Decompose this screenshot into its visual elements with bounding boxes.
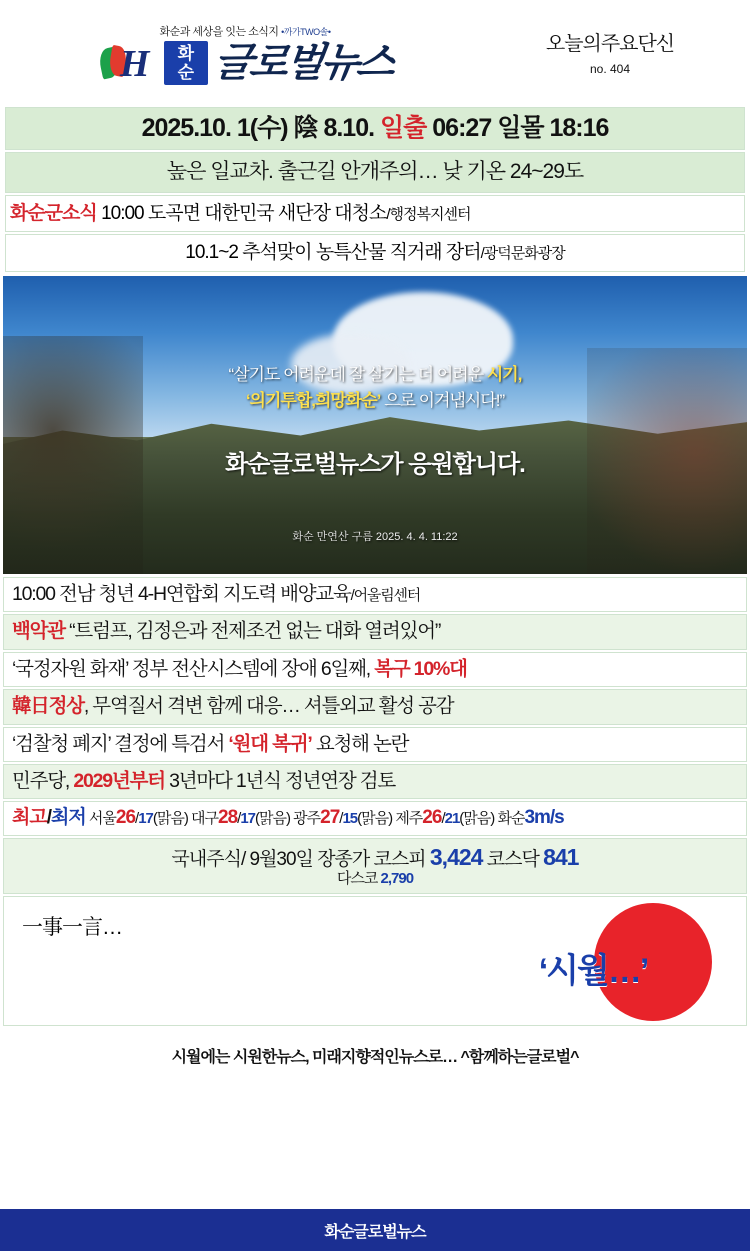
news-2-source: 백악관 (12, 620, 65, 643)
masthead-logo-group (10, 23, 480, 86)
weather-city-2-sky: (맑음) (255, 810, 290, 828)
news-5-text-a: ‘검찰청 폐지’ 결정에 특검서 (12, 732, 229, 755)
hwasun-logo-box (164, 41, 208, 85)
local-news-2-place: /광덕문화광장 (480, 245, 565, 263)
bottom-tagline: 시월에는 시원한뉴스, 미래지향적인뉴스로… ^함께하는글로벌^ (171, 1048, 579, 1066)
local-news-place: /행정복지센터 (386, 205, 471, 223)
news-4-text: , 무역질서 격변 함께 대응… 셔틀외교 활성 공감 (83, 695, 454, 718)
masthead-header (0, 0, 750, 105)
photo-caption: 화순 만연산 구름 2025. 4. 4. 11:22 (292, 531, 458, 543)
dasco-label: 다스코 (336, 869, 378, 887)
kosdaq-label: 코스닥 (486, 849, 539, 871)
hero-photo (3, 276, 747, 574)
news-item-6 (3, 764, 747, 799)
news-item-4 (3, 689, 747, 724)
weather-city-4-high: 26 (422, 807, 442, 829)
local-news-title: 도곡면 대한민국 새단장 대청소 (147, 202, 387, 224)
masthead-tagline-blue: •까가TWO솔• (281, 27, 331, 37)
local-news-time: 10:00 (101, 202, 144, 224)
weather-city-3-low: 15 (342, 810, 358, 828)
weather-city-3: 광주 (293, 810, 321, 828)
kospi-label: 코스피 (373, 849, 426, 871)
photo-quote-line1-highlight: 시기, (486, 365, 522, 384)
masthead-row (98, 40, 396, 86)
weather-low-label: 최저 (51, 807, 86, 829)
solar-date: 2025.10. 1(수) (141, 114, 288, 142)
news-5-text-b: 요청해 논란 (311, 732, 409, 755)
photo-support-text: 화순글로벌뉴스가 응원합니다. (225, 451, 525, 478)
weather-city-2-high: 28 (218, 807, 238, 829)
news-2-text: “트럼프, 김정은과 전제조건 없는 대화 열려있어” (64, 620, 441, 643)
brand-emblem-icon: H (98, 40, 158, 86)
wind-city: 화순 (497, 810, 525, 828)
weather-city-3-high: 27 (320, 807, 340, 829)
news-6-highlight: 2029년부터 (73, 769, 165, 792)
stock-prefix: 국내주식/ 9월30일 장종가 (171, 849, 370, 871)
hwasun-logo-line1: 화 (177, 44, 195, 63)
quote-word: ‘시월…’ (538, 951, 648, 990)
news-4-source: 韓日정상 (12, 695, 84, 718)
news-5-highlight: ‘원대 복귀’ (228, 732, 312, 755)
sunset-label: 일몰 (497, 114, 544, 142)
wind-speed: 3m/s (524, 807, 564, 829)
issue-number: no. 404 (589, 62, 631, 76)
news-3-text: ‘국정자원 화재’ 정부 전산시스템에 장애 6일째, (12, 657, 375, 680)
quote-label: 一事一言… (22, 915, 122, 939)
sunrise-time: 06:27 (432, 114, 492, 142)
news-1-place: /어울림센터 (350, 587, 421, 604)
weather-city-4-low: 21 (444, 810, 460, 828)
local-news-band-2 (5, 234, 745, 272)
news-1-text: 전남 청년 4-H연합회 지도력 배양교육 (54, 583, 351, 605)
page-title: 오늘의주요단신 (545, 33, 675, 55)
news-1-time: 10:00 (12, 583, 55, 605)
weather-city-2-low: 17 (240, 810, 256, 828)
masthead-tagline-text: 화순과 세상을 잇는 소식지 (159, 26, 279, 38)
weather-city-1-low: 17 (138, 810, 153, 828)
weather-detail-row: 최고/최저 서울26/17(맑음) 대구28/17(맑음) 광주27/15(맑음) 제주26/21(맑음) 화순3m/s (3, 801, 747, 836)
weather-city-3-sky: (맑음) (357, 810, 393, 828)
weather-city-4-sky: (맑음) (459, 810, 495, 828)
kosdaq-value: 841 (543, 844, 579, 871)
masthead-tagline (159, 23, 330, 39)
lunar-date: 陰 8.10. (293, 114, 375, 142)
top-bands (0, 107, 750, 272)
photo-overlay-text (3, 362, 747, 479)
hwasun-logo-line2: 순 (177, 63, 195, 82)
news-item-2 (3, 614, 747, 649)
weather-city-1-high: 26 (115, 807, 136, 829)
weather-high-label: 최고 (12, 807, 47, 829)
sunset-time: 18:16 (549, 114, 609, 142)
date-band (5, 107, 745, 150)
news-6-text-b: 3년마다 1년식 정년연장 검토 (164, 769, 396, 792)
dasco-value: 2,790 (380, 869, 414, 887)
photo-quote-line1-a: “살기도 어려운데 잘 살기는 더 어려운 (228, 365, 487, 384)
weather-city-1-sky: (맑음) (152, 810, 188, 828)
header-right-block (480, 27, 740, 82)
weather-sep: / (46, 807, 51, 829)
sunrise-label: 일출 (380, 114, 427, 142)
kospi-value: 3,424 (429, 844, 483, 871)
photo-quote-line2-highlight: ‘의기투합,희망화순’ (245, 391, 381, 410)
photo-quote-line1 (3, 362, 747, 388)
news-item-1 (3, 577, 747, 612)
local-news-2-title: 추석맞이 농특산물 직거래 장터 (242, 242, 481, 264)
news-6-text-a: 민주당, (12, 769, 74, 792)
local-news-band-1 (5, 195, 745, 233)
news-item-3 (3, 652, 747, 687)
weather-summary-band: 높은 일교차. 출근길 안개주의… 낮 기온 24~29도 (5, 152, 745, 192)
quote-of-the-day-block (3, 896, 747, 1026)
weather-city-1: 서울 (88, 810, 116, 828)
stock-row (3, 838, 747, 894)
weather-city-4: 제주 (395, 810, 423, 828)
footer-bar: 화순글로벌뉴스 (0, 1209, 750, 1251)
photo-quote-line2 (3, 388, 747, 414)
weather-city-2: 대구 (191, 810, 219, 828)
local-news-2-date: 10.1~2 (185, 242, 238, 264)
photo-quote-line2-b: 으로 이겨냅시다!” (380, 391, 505, 410)
local-news-label: 화순군소식 (10, 202, 97, 224)
brand-brush-title: 글로벌뉴스 (210, 40, 396, 85)
dasco-row (12, 870, 738, 888)
news-item-5 (3, 727, 747, 762)
news-3-highlight: 복구 10%대 (374, 657, 467, 680)
